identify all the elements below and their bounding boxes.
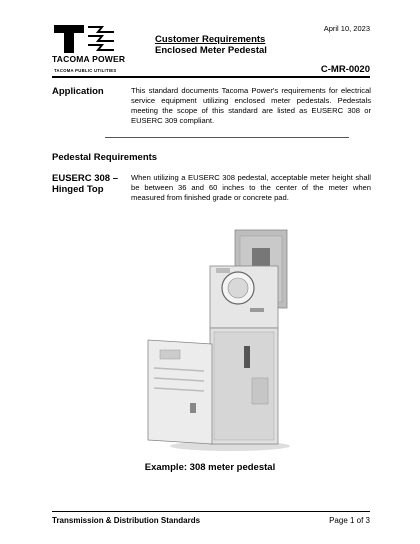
- application-heading: Application: [52, 86, 104, 97]
- figure-caption: Example: 308 meter pedestal: [144, 462, 276, 473]
- footer-department: Transmission & Distribution Standards: [52, 516, 201, 525]
- header-rule: [52, 76, 370, 78]
- section-divider: [105, 137, 349, 138]
- document-subtitle: Enclosed Meter Pedestal: [155, 45, 267, 56]
- page-number: Page 1 of 3: [329, 516, 370, 525]
- footer-rule: [52, 511, 370, 512]
- euserc-308-heading-line2: Hinged Top: [52, 184, 104, 195]
- application-text: This standard documents Tacoma Power's requirements for electrical service equipment utilizing enclosed meter pedestals. Pedestals meeting the scope of this standard are listed as EUSERC 308 or EUSERC 309 compliant.: [131, 86, 371, 125]
- euserc-308-heading-line1: EUSERC 308 –: [52, 173, 119, 184]
- logo-tagline: TACOMA PUBLIC UTILITIES: [54, 68, 117, 73]
- pedestal-heading: Pedestal Requirements: [52, 152, 158, 163]
- logo-name: TACOMA POWER: [52, 54, 126, 64]
- pedestal-text: When utilizing a EUSERC 308 pedestal, acceptable meter height shall be between 36 and 60 inches to the center of the meter when measured from finished grade or concrete pad.: [131, 173, 371, 202]
- document-date: April 10, 2023: [323, 24, 370, 33]
- document-id: C-MR-0020: [320, 64, 370, 75]
- document-title: Customer Requirements: [155, 34, 266, 45]
- meter-pedestal-photo-icon: [140, 228, 300, 453]
